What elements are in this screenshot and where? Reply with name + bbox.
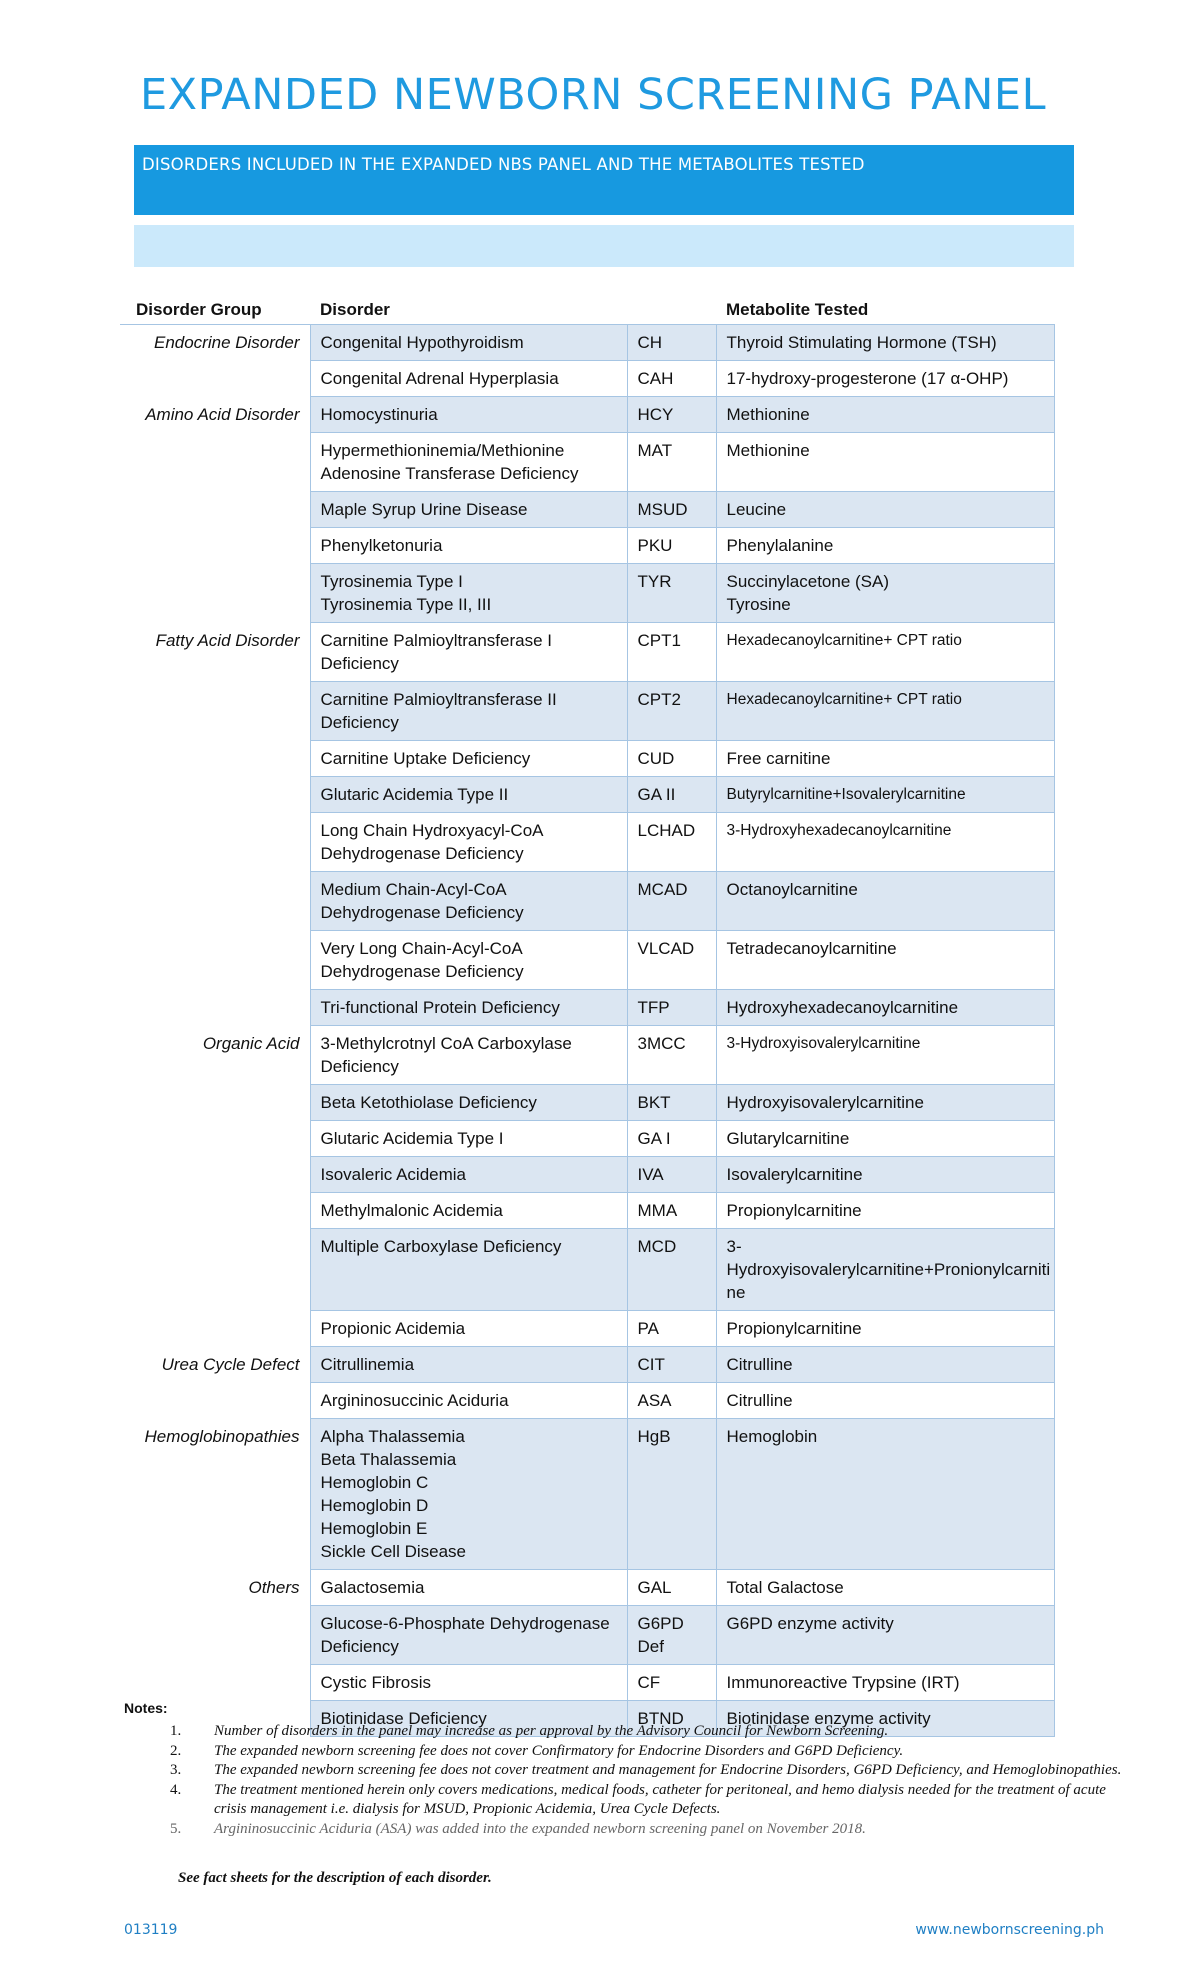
- disorder-group-cell: [120, 1383, 310, 1419]
- abbreviation-cell: BKT: [627, 1085, 716, 1121]
- note-text: The expanded newborn screening fee does not cover Confirmatory for Endocrine Disorders and G6PD Deficiency.: [214, 1742, 904, 1759]
- abbreviation-cell: 3MCC: [627, 1026, 716, 1085]
- table-body: [120, 325, 1054, 1737]
- abbreviation-cell: PA: [627, 1311, 716, 1347]
- disorder-cell: Tyrosinemia Type I Tyrosinemia Type II, III: [310, 564, 627, 623]
- note-number: 2.: [170, 1742, 182, 1759]
- disorder-cell: Galactosemia: [310, 1570, 627, 1606]
- disorder-cell: Argininosuccinic Aciduria: [310, 1383, 627, 1419]
- table-row: [120, 492, 1054, 528]
- table-row: [120, 872, 1054, 931]
- table-row: [120, 325, 1054, 361]
- table-row: [120, 1026, 1054, 1085]
- disorder-cell: Alpha Thalassemia Beta Thalassemia Hemoglobin C Hemoglobin D Hemoglobin E Sickle Cell Disease: [310, 1419, 627, 1570]
- note-number: 1.: [170, 1723, 182, 1739]
- abbreviation-cell: CAH: [627, 361, 716, 397]
- disorder-cell: Glutaric Acidemia Type II: [310, 777, 627, 813]
- metabolite-cell: Glutarylcarnitine: [716, 1121, 1054, 1157]
- metabolite-cell: Methionine: [716, 397, 1054, 433]
- metabolite-cell: Biotinidase enzyme activity: [716, 1701, 1054, 1737]
- metabolite-cell: Thyroid Stimulating Hormone (TSH): [716, 325, 1054, 361]
- table-row: [120, 990, 1054, 1026]
- banner-text: DISORDERS INCLUDED IN THE EXPANDED NBS PANEL AND THE METABOLITES TESTED: [142, 155, 865, 174]
- disorder-cell: Congenital Hypothyroidism: [310, 325, 627, 361]
- abbreviation-cell: PKU: [627, 528, 716, 564]
- disorder-group-cell: Hemoglobinopathies: [144, 1426, 300, 1446]
- disorder-group-cell: [120, 1229, 310, 1311]
- table-row: [120, 1665, 1054, 1701]
- table-row: [120, 1570, 1054, 1606]
- note-number: 4.: [170, 1781, 182, 1798]
- note-text: Number of disorders in the panel may increase as per approval by the Advisory Council for Newborn Screening.: [214, 1723, 889, 1739]
- disorder-group-cell: [120, 931, 310, 990]
- note-item: [170, 1742, 1150, 1762]
- table-row: [120, 682, 1054, 741]
- header-abbreviation: [627, 296, 716, 325]
- disorder-group-cell: [120, 1085, 310, 1121]
- disorder-group-cell: [120, 813, 310, 872]
- abbreviation-cell: CF: [627, 1665, 716, 1701]
- header-disorder-group: Disorder Group: [120, 296, 310, 325]
- fact-sheet-note: See fact sheets for the description of each disorder.: [178, 1870, 492, 1886]
- table-row: [120, 1121, 1054, 1157]
- disorder-group-cell: [120, 1665, 310, 1701]
- disorder-cell: Very Long Chain-Acyl-CoA Dehydrogenase Deficiency: [310, 931, 627, 990]
- abbreviation-cell: LCHAD: [627, 813, 716, 872]
- disorder-cell: Cystic Fibrosis: [310, 1665, 627, 1701]
- table-row: [120, 813, 1054, 872]
- abbreviation-cell: MMA: [627, 1193, 716, 1229]
- abbreviation-cell: GA I: [627, 1121, 716, 1157]
- disorder-group-cell: [120, 564, 310, 623]
- note-text: Argininosuccinic Aciduria (ASA) was added into the expanded newborn screening panel on November 2018.: [214, 1820, 866, 1837]
- metabolite-cell: Citrulline: [716, 1347, 1054, 1383]
- metabolite-cell: Immunoreactive Trypsine (IRT): [716, 1665, 1054, 1701]
- abbreviation-cell: GA II: [627, 777, 716, 813]
- abbreviation-cell: BTND: [627, 1701, 716, 1737]
- table-row: [120, 1606, 1054, 1665]
- metabolite-cell: Citrulline: [716, 1383, 1054, 1419]
- table-row: [120, 397, 1054, 433]
- header-metabolite: Metabolite Tested: [716, 296, 1054, 325]
- disorder-cell: 3-Methylcrotnyl CoA Carboxylase Deficiency: [310, 1026, 627, 1085]
- disorder-group-cell: Urea Cycle Defect: [161, 1354, 300, 1374]
- abbreviation-cell: CIT: [627, 1347, 716, 1383]
- abbreviation-cell: MCAD: [627, 872, 716, 931]
- metabolite-cell: 3-Hydroxyhexadecanoylcarnitine: [716, 813, 1054, 872]
- disorder-cell: Carnitine Uptake Deficiency: [310, 741, 627, 777]
- metabolite-cell: Tetradecanoylcarnitine: [716, 931, 1054, 990]
- table-row: [120, 1157, 1054, 1193]
- notes-list: [170, 1722, 1150, 1839]
- disorder-cell: Hypermethioninemia/Methionine Adenosine Transferase Deficiency: [310, 433, 627, 492]
- metabolite-cell: 3- Hydroxyisovalerylcarnitine+Pronionylcarniti ne: [716, 1229, 1054, 1311]
- disorder-cell: Isovaleric Acidemia: [310, 1157, 627, 1193]
- metabolite-cell: Free carnitine: [716, 741, 1054, 777]
- metabolite-cell: Hexadecanoylcarnitine+ CPT ratio: [716, 623, 1054, 682]
- notes-label: Notes:: [124, 1700, 168, 1716]
- metabolite-cell: Propionylcarnitine: [716, 1193, 1054, 1229]
- disorder-group-cell: [120, 1193, 310, 1229]
- disorder-cell: Long Chain Hydroxyacyl-CoA Dehydrogenase Deficiency: [310, 813, 627, 872]
- website-url: www.newbornscreening.ph: [915, 1922, 1104, 1938]
- table-row: [120, 1193, 1054, 1229]
- disorder-cell: Multiple Carboxylase Deficiency: [310, 1229, 627, 1311]
- disorder-cell: Citrullinemia: [310, 1347, 627, 1383]
- note-item: [170, 1761, 1150, 1781]
- disorder-cell: Phenylketonuria: [310, 528, 627, 564]
- section-banner: [134, 145, 1074, 215]
- abbreviation-cell: TFP: [627, 990, 716, 1026]
- metabolite-cell: Leucine: [716, 492, 1054, 528]
- table-row: [120, 1419, 1054, 1570]
- note-text: The expanded newborn screening fee does not cover treatment and management for Endocrine Disorders, G6PD Deficiency, and Hemoglobinopathies.: [214, 1762, 1122, 1778]
- disorder-group-cell: [120, 777, 310, 813]
- disorder-group-cell: Fatty Acid Disorder: [155, 630, 300, 650]
- abbreviation-cell: MSUD: [627, 492, 716, 528]
- metabolite-cell: Isovalerylcarnitine: [716, 1157, 1054, 1193]
- table-row: [120, 931, 1054, 990]
- metabolite-cell: Methionine: [716, 433, 1054, 492]
- metabolite-cell: Total Galactose: [716, 1570, 1054, 1606]
- note-item: [170, 1820, 1150, 1840]
- sub-banner-bar: [134, 225, 1074, 267]
- abbreviation-cell: MAT: [627, 433, 716, 492]
- disorder-cell: Methylmalonic Acidemia: [310, 1193, 627, 1229]
- disorder-group-cell: [120, 1121, 310, 1157]
- document-code: 013119: [124, 1922, 178, 1938]
- disorder-group-cell: [120, 361, 310, 397]
- metabolite-cell: Phenylalanine: [716, 528, 1054, 564]
- table-row: [120, 1311, 1054, 1347]
- disorder-group-cell: [120, 492, 310, 528]
- disorder-group-cell: [120, 528, 310, 564]
- abbreviation-cell: GAL: [627, 1570, 716, 1606]
- disorder-cell: Carnitine Palmioyltransferase II Deficiency: [310, 682, 627, 741]
- table-row: [120, 1229, 1054, 1311]
- metabolite-cell: 17-hydroxy-progesterone (17 α-OHP): [716, 361, 1054, 397]
- disorder-cell: Homocystinuria: [310, 397, 627, 433]
- disorders-table-container: [120, 296, 1054, 1737]
- table-row: [120, 741, 1054, 777]
- abbreviation-cell: ASA: [627, 1383, 716, 1419]
- table-row: [120, 528, 1054, 564]
- disorder-cell: Glutaric Acidemia Type I: [310, 1121, 627, 1157]
- note-text: The treatment mentioned herein only covers medications, medical foods, catheter for peritoneal, and hemo dialysis needed for the treatment of acute crisis management i.e. dialysis for MSUD, Propionic Acidemia, Urea Cycle Defects.: [214, 1781, 1106, 1817]
- table-row: [120, 1085, 1054, 1121]
- disorder-cell: Medium Chain-Acyl-CoA Dehydrogenase Deficiency: [310, 872, 627, 931]
- abbreviation-cell: MCD: [627, 1229, 716, 1311]
- metabolite-cell: Butyrylcarnitine+Isovalerylcarnitine: [716, 777, 1054, 813]
- disorder-cell: Carnitine Palmioyltransferase I Deficiency: [310, 623, 627, 682]
- metabolite-cell: Hydroxyhexadecanoylcarnitine: [716, 990, 1054, 1026]
- table-row: [120, 623, 1054, 682]
- table-row: [120, 1347, 1054, 1383]
- abbreviation-cell: HgB: [627, 1419, 716, 1570]
- abbreviation-cell: IVA: [627, 1157, 716, 1193]
- abbreviation-cell: CH: [627, 325, 716, 361]
- metabolite-cell: Octanoylcarnitine: [716, 872, 1054, 931]
- note-number: 5.: [170, 1820, 182, 1837]
- table-row: [120, 564, 1054, 623]
- abbreviation-cell: G6PD Def: [627, 1606, 716, 1665]
- disorder-cell: Congenital Adrenal Hyperplasia: [310, 361, 627, 397]
- disorder-cell: Glucose-6-Phosphate Dehydrogenase Deficiency: [310, 1606, 627, 1665]
- disorder-group-cell: [120, 433, 310, 492]
- disorder-group-cell: Endocrine Disorder: [153, 333, 300, 352]
- disorders-table: [120, 296, 1055, 1737]
- abbreviation-cell: CPT1: [627, 623, 716, 682]
- disorder-group-cell: [120, 1157, 310, 1193]
- disorder-cell: Propionic Acidemia: [310, 1311, 627, 1347]
- metabolite-cell: G6PD enzyme activity: [716, 1606, 1054, 1665]
- header-disorder: Disorder: [310, 296, 627, 325]
- metabolite-cell: Succinylacetone (SA) Tyrosine: [716, 564, 1054, 623]
- abbreviation-cell: CUD: [627, 741, 716, 777]
- disorder-group-cell: Amino Acid Disorder: [145, 404, 300, 424]
- note-item: [170, 1781, 1150, 1820]
- disorder-group-cell: [120, 741, 310, 777]
- metabolite-cell: Hemoglobin: [716, 1419, 1054, 1570]
- abbreviation-cell: HCY: [627, 397, 716, 433]
- metabolite-cell: Propionylcarnitine: [716, 1311, 1054, 1347]
- disorder-cell: Biotinidase Deficiency: [310, 1701, 627, 1737]
- disorder-group-cell: Organic Acid: [202, 1033, 300, 1053]
- table-header-row: [120, 296, 1054, 325]
- table-row: [120, 433, 1054, 492]
- note-number: 3.: [170, 1762, 182, 1778]
- disorder-group-cell: Others: [248, 1577, 300, 1597]
- disorder-cell: Maple Syrup Urine Disease: [310, 492, 627, 528]
- disorder-group-cell: [120, 682, 310, 741]
- disorder-group-cell: [120, 872, 310, 931]
- abbreviation-cell: VLCAD: [627, 931, 716, 990]
- table-row: [120, 361, 1054, 397]
- table-row: [120, 777, 1054, 813]
- abbreviation-cell: CPT2: [627, 682, 716, 741]
- abbreviation-cell: TYR: [627, 564, 716, 623]
- disorder-group-cell: [120, 990, 310, 1026]
- table-row: [120, 1383, 1054, 1419]
- page-title: EXPANDED NEWBORN SCREENING PANEL: [140, 70, 1047, 120]
- metabolite-cell: 3-Hydroxyisovalerylcarnitine: [716, 1026, 1054, 1085]
- note-item: [170, 1722, 1150, 1742]
- disorder-group-cell: [120, 1311, 310, 1347]
- metabolite-cell: Hexadecanoylcarnitine+ CPT ratio: [716, 682, 1054, 741]
- disorder-cell: Tri-functional Protein Deficiency: [310, 990, 627, 1026]
- metabolite-cell: Hydroxyisovalerylcarnitine: [716, 1085, 1054, 1121]
- disorder-group-cell: [120, 1606, 310, 1665]
- disorder-cell: Beta Ketothiolase Deficiency: [310, 1085, 627, 1121]
